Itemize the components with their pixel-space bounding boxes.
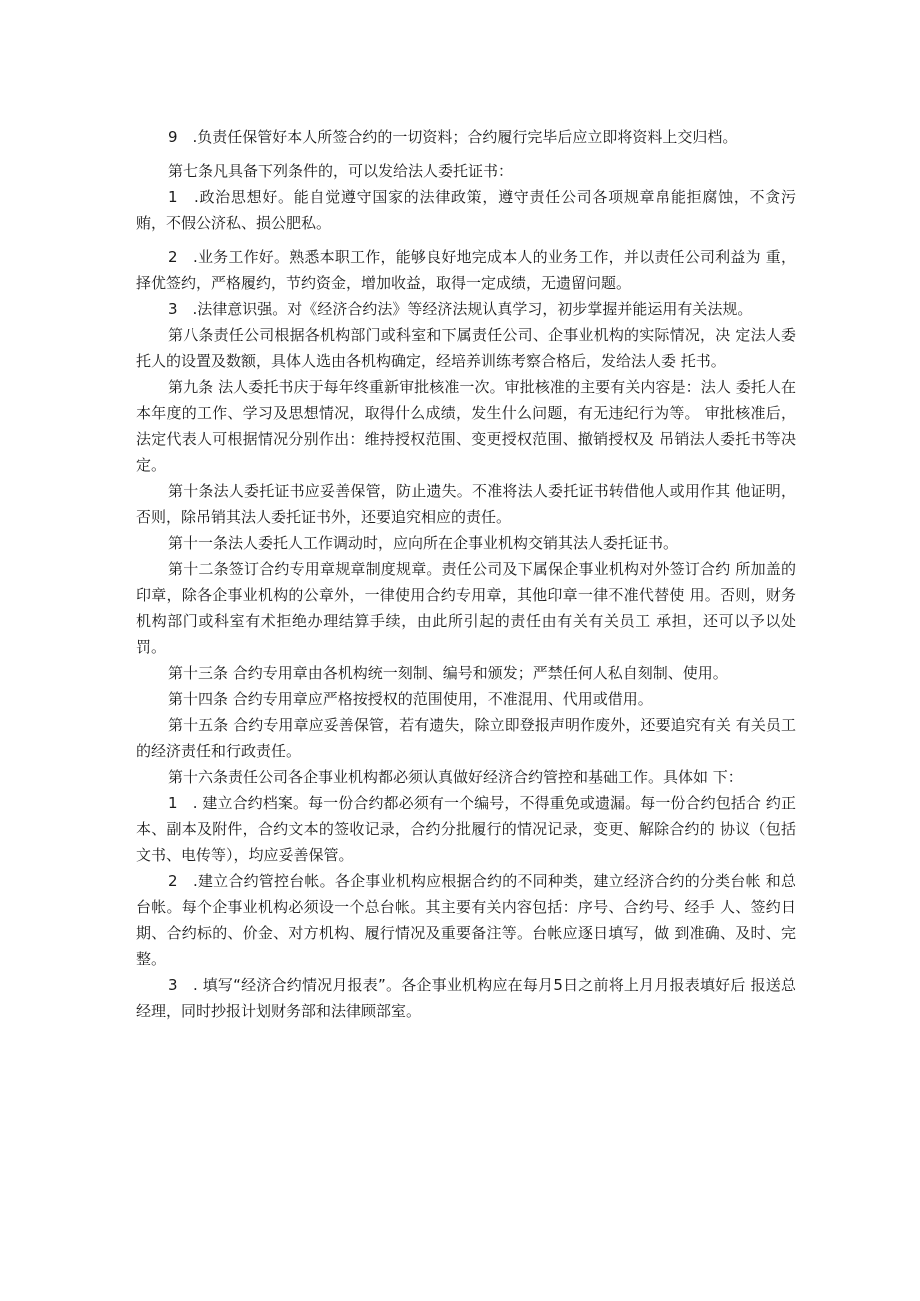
article-7-item-2: 2 .业务工作好。熟悉本职工作，能够良好地完成本人的业务工作，并以责任公司利益为 重，择优签约，严格履约，节约资金，增加收益，取得一定成绩，无遗留问题。 bbox=[136, 248, 796, 292]
article-7-item-3: 3 .法律意识强。对《经济合约法》等经济法规认真学习，初步掌握并能运用有关法规。 bbox=[168, 300, 753, 318]
article-15: 第十五条 合约专用章应妥善保管，若有遗失，除立即登报声明作废外，还要追究有关 有关员工的经济责任和行政责任。 bbox=[136, 716, 796, 760]
article-8: 第八条责任公司根据各机构部门或科室和下属责任公司、企事业机构的实际情况，决 定法人委托人的设置及数额，具体人选由各机构确定，经培养训练考察合格后，发给法人委 托书。 bbox=[136, 326, 796, 370]
article-16-item-2: 2 .建立合约管控台帐。各企事业机构应根据合约的不同种类，建立经济合约的分类台帐 和总台帐。每个企事业机构必须设一个总台帐。其主要有关内容包括：序号、合约号、经手 人、签约日期、合约标的、价金、对方机构、履行情况及重要备注等。台帐应逐日填写，做 到准确、及时、完整。 bbox=[136, 872, 796, 968]
article-16-item-3: 3 . 填写“经济合约情况月报表”。各企事业机构应在每月5日之前将上月月报表填好后 报送总经理，同时抄报计划财务部和法律顾部室。 bbox=[136, 976, 796, 1020]
article-11: 第十一条法人委托人工作调动时，应向所在企事业机构交销其法人委托证书。 bbox=[168, 534, 679, 552]
article-16-item-1: 1 . 建立合约档案。每一份合约都必须有一个编号，不得重免或遗漏。每一份合约包括合 约正本、副本及附件，合约文本的签收记录，合约分批履行的情况记录，变更、解除合约的 协议（包括文书、电传等），均应妥善保管。 bbox=[136, 794, 796, 864]
paragraph-item-9: 9 .负责任保管好本人所签合约的一切资料；合约履行完毕后应立即将资料上交归档。 bbox=[168, 128, 738, 146]
document-body bbox=[136, 124, 796, 1024]
article-16: 第十六条责任公司各企事业机构都必须认真做好经济合约管控和基础工作。具体如 下： bbox=[168, 768, 743, 786]
article-7-heading: 第七条凡具备下列条件的，可以发给法人委托证书： bbox=[168, 162, 514, 180]
article-7-item-1: 1 .政治思想好。能自觉遵守国家的法律政策，遵守责任公司各项规章帛能拒腐蚀，不贪污贿，不假公济私、损公肥私。 bbox=[136, 188, 796, 232]
article-14: 第十四条 合约专用章应严格按授权的范围使用，不准混用、代用或借用。 bbox=[168, 690, 653, 708]
article-9: 第九条 法人委托书庆于每年终重新审批核准一次。审批核准的主要有关内容是：法人 委托人在本年度的工作、学习及思想情况，取得什么成绩，发生什么问题，有无违纪行为等。 审批核准后，法定代表人可根据情况分别作出：维持授权范围、变更授权范围、撤销授权及 吊销法人委托书等决定。 bbox=[136, 378, 796, 474]
article-13: 第十三条 合约专用章由各机构统一刻制、编号和颁发；严禁任何人私自刻制、使用。 bbox=[168, 664, 728, 682]
article-12: 第十二条签订合约专用章规章制度规章。责任公司及下属保企事业机构对外签订合约 所加盖的印章，除各企事业机构的公章外，一律使用合约专用章，其他印章一律不准代替使 用。否则，财务机构部门或科室有术拒绝办理结算手续，由此所引起的责任由有关有关员工 承担，还可以予以处罚。 bbox=[136, 560, 796, 656]
article-10: 第十条法人委托证书应妥善保管，防止遗失。不准将法人委托证书转借他人或用作其 他证明，否则，除吊销其法人委托证书外，还要追究相应的责任。 bbox=[136, 482, 796, 526]
